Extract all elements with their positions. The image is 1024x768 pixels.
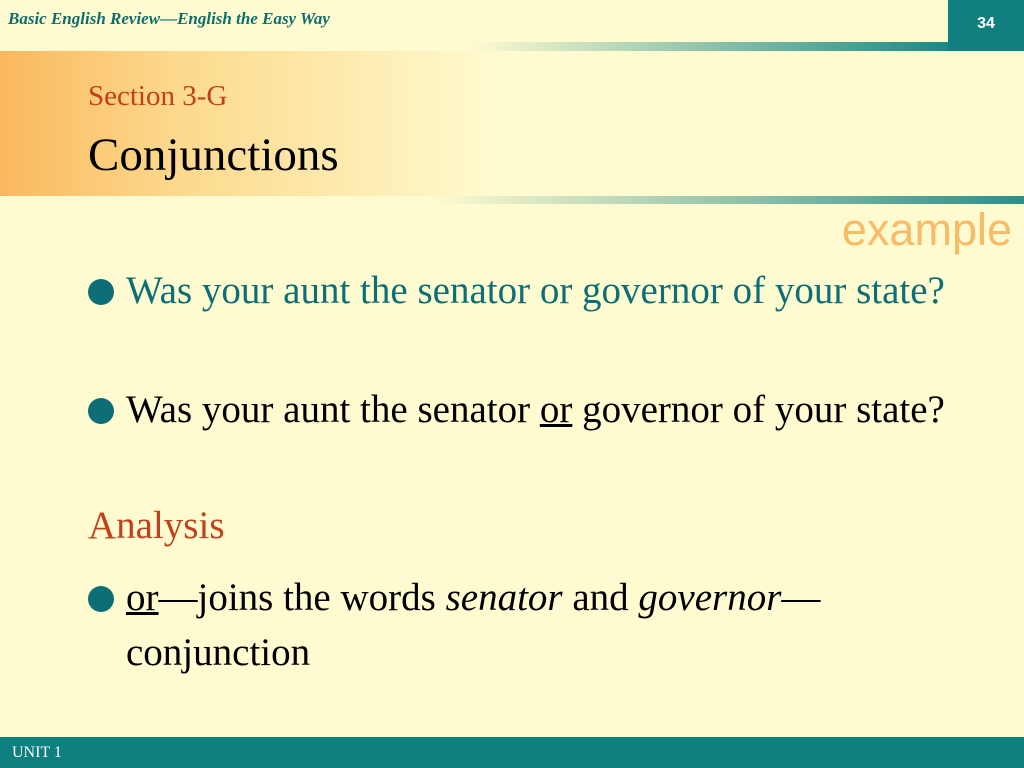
- bullet-item: [88, 570, 968, 680]
- title-divider: [0, 196, 1024, 204]
- example-tag: example: [841, 204, 1012, 255]
- bullet-item: [88, 382, 968, 437]
- footer-label: UNIT 1: [12, 744, 62, 761]
- underlined-word: or: [539, 388, 573, 431]
- slide-title: Conjunctions: [88, 129, 339, 181]
- text-segment: and: [562, 576, 639, 619]
- bullet-text: Was your aunt the senator or governor of your state?: [126, 269, 945, 312]
- section-label: Section 3-G: [88, 80, 228, 112]
- text-segment: governor of your state?: [572, 388, 945, 431]
- header-bar: [0, 0, 1024, 50]
- analysis-heading: Analysis: [88, 504, 225, 547]
- page-number: 34: [977, 15, 995, 32]
- header-divider: [470, 42, 948, 51]
- text-segment: Was your aunt the senator: [126, 388, 540, 431]
- bullet-text: [126, 570, 968, 680]
- bullet-dot-icon: [88, 279, 114, 305]
- bullet-text: [126, 382, 968, 437]
- footer-bar: [0, 737, 1024, 768]
- course-title: Basic English Review—English the Easy Way: [8, 9, 330, 28]
- italic-word: senator: [445, 576, 563, 619]
- text-segment: —conjunction: [126, 576, 821, 674]
- italic-word: governor: [638, 576, 782, 619]
- bullet-dot-icon: [88, 586, 114, 612]
- bullet-item: [88, 263, 968, 318]
- text-segment: —joins the words: [158, 576, 446, 619]
- bullet-dot-icon: [88, 398, 114, 424]
- underlined-word: or: [126, 576, 159, 619]
- page-number-box: [948, 0, 1024, 51]
